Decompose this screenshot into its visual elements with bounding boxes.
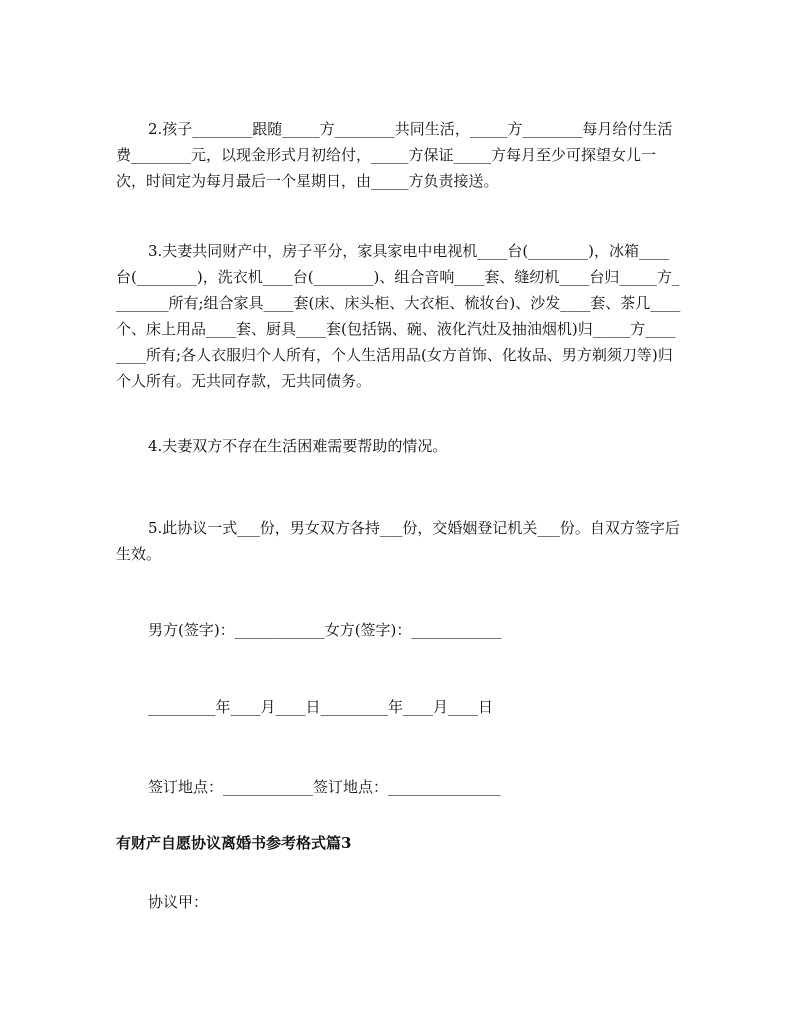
- section-heading: 有财产自愿协议离婚书参考格式篇3: [116, 834, 352, 852]
- party-a-label: 协议甲：: [148, 893, 209, 911]
- date-line: _________年____月____日_________年____月____日: [148, 698, 494, 716]
- signing-place-line: 签订地点：____________签订地点：_______________: [148, 778, 501, 796]
- paragraph-no-hardship: 4.夫妻双方不存在生活困难需要帮助的情况。: [148, 437, 448, 455]
- paragraph-child-custody: 2.孩子________跟随_____方________共同生活，_____方________每月给付生活费________元，以现金形式月初给付，_____方保证_____方每月至少可探望女儿一次，时间定为每月最后一个星期日，由_____方负责接送。: [116, 120, 673, 190]
- signature-line: 男方(签字)：____________女方(签字)：____________: [148, 621, 502, 639]
- paragraph-copies-effect: 5.此协议一式___份，男女双方各持___份，交婚姻登记机关___份。自双方签字后生效。: [116, 519, 680, 563]
- paragraph-property-division: 3.夫妻共同财产中，房子平分，家具家电中电视机____台(________)，冰箱____台(________)，洗衣机____台(________)、组合音响____套、缝纫机____台归_____方________所有;组合家具____套(床、床头柜、大衣柜、梳妆台)、沙发____套、茶几____个、床上用品____套、厨具____套(包括锅、碗、液化汽灶及抽油烟机)归_____方________所有;各人衣服归个人所有，个人生活用品(女方首饰、化妆品、男方剃须刀等)归个人所有。无共同存款，无共同债务。: [116, 242, 681, 390]
